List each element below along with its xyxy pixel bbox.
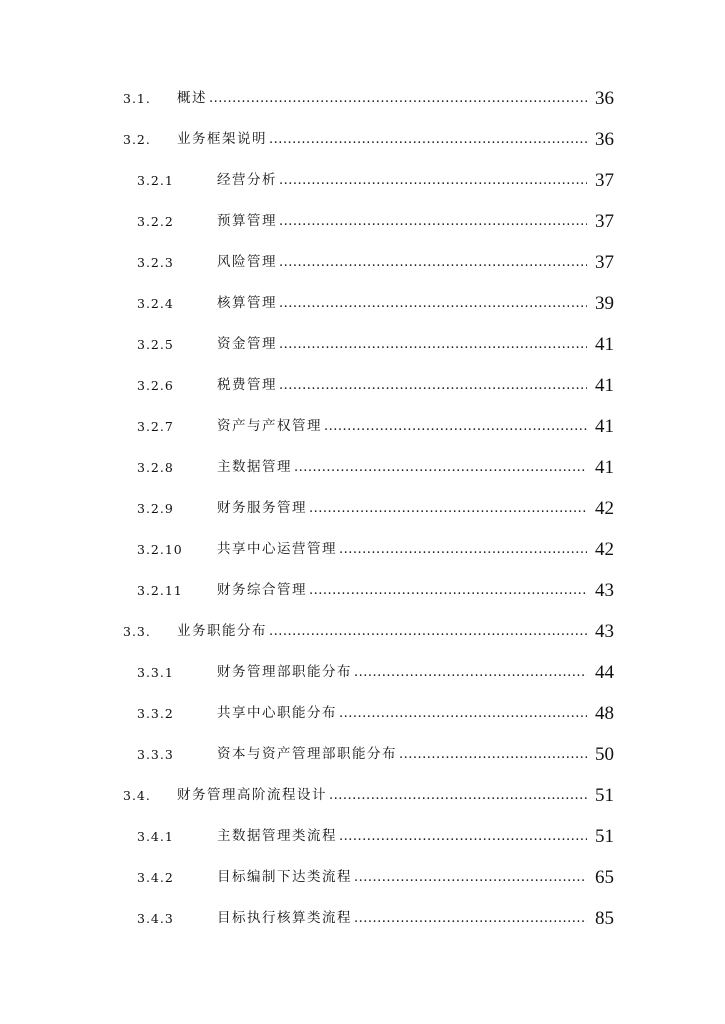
toc-page-number: 51 bbox=[595, 785, 614, 806]
toc-page-number: 50 bbox=[595, 744, 614, 765]
toc-page-number: 65 bbox=[595, 867, 614, 888]
toc-page-number: 41 bbox=[595, 334, 614, 355]
toc-dot-leader bbox=[339, 529, 587, 570]
toc-entry-number: 3.4.2 bbox=[137, 870, 174, 885]
toc-dot-leader bbox=[279, 365, 587, 406]
toc-entry[interactable] bbox=[0, 529, 725, 570]
toc-page-number: 85 bbox=[595, 908, 614, 929]
toc-page-number: 43 bbox=[595, 621, 614, 642]
toc-entry-number: 3.2. bbox=[123, 132, 151, 147]
toc-entry-number: 3.3.3 bbox=[137, 747, 174, 762]
toc-dot-leader bbox=[279, 160, 587, 201]
toc-entry-number: 3.2.11 bbox=[137, 583, 183, 598]
toc-entry-number: 3.1. bbox=[123, 91, 151, 106]
toc-entry-number: 3.2.5 bbox=[137, 337, 174, 352]
toc-page-number: 39 bbox=[595, 293, 614, 314]
toc-page-number: 51 bbox=[595, 826, 614, 847]
toc-entry[interactable] bbox=[0, 283, 725, 324]
toc-page-number: 37 bbox=[595, 252, 614, 273]
toc-entry-number: 3.2.6 bbox=[137, 378, 174, 393]
toc-entry-number: 3.4.1 bbox=[137, 829, 174, 844]
toc-dot-leader bbox=[399, 734, 587, 775]
toc-entry-title: 税费管理 bbox=[217, 377, 277, 393]
toc-entry-number: 3.2.2 bbox=[137, 214, 174, 229]
toc-entry-number: 3.2.10 bbox=[137, 542, 183, 557]
toc-entry-title: 共享中心职能分布 bbox=[217, 705, 337, 721]
toc-entry-title: 主数据管理类流程 bbox=[217, 828, 337, 844]
toc-entry[interactable] bbox=[0, 488, 725, 529]
toc-entry-title: 概述 bbox=[177, 90, 207, 106]
toc-entry-title: 财务服务管理 bbox=[217, 500, 307, 516]
toc-entry-title: 资产与产权管理 bbox=[217, 418, 322, 434]
toc-page-number: 36 bbox=[595, 88, 614, 109]
toc-dot-leader bbox=[309, 570, 587, 611]
toc-dot-leader bbox=[294, 447, 587, 488]
toc-entry-title: 核算管理 bbox=[217, 295, 277, 311]
toc-entry-title: 财务管理部职能分布 bbox=[217, 664, 352, 680]
toc-entry[interactable] bbox=[0, 775, 725, 816]
toc-entry-number: 3.4.3 bbox=[137, 911, 174, 926]
toc-dot-leader bbox=[354, 898, 587, 939]
toc-entry[interactable] bbox=[0, 447, 725, 488]
toc-entry-number: 3.2.9 bbox=[137, 501, 174, 516]
toc-dot-leader bbox=[209, 78, 587, 119]
toc-entry[interactable] bbox=[0, 365, 725, 406]
toc-page-number: 36 bbox=[595, 129, 614, 150]
toc-entry-title: 资金管理 bbox=[217, 336, 277, 352]
toc-entry-number: 3.2.7 bbox=[137, 419, 174, 434]
toc-entry[interactable] bbox=[0, 857, 725, 898]
toc-entry[interactable] bbox=[0, 160, 725, 201]
toc-entry-number: 3.3.2 bbox=[137, 706, 174, 721]
toc-entry-title: 业务职能分布 bbox=[177, 623, 267, 639]
toc-entry[interactable] bbox=[0, 324, 725, 365]
toc-dot-leader bbox=[309, 488, 587, 529]
toc-entry[interactable] bbox=[0, 693, 725, 734]
toc-page-number: 44 bbox=[595, 662, 614, 683]
toc-dot-leader bbox=[279, 242, 587, 283]
toc-entry[interactable] bbox=[0, 734, 725, 775]
toc-entry[interactable] bbox=[0, 898, 725, 939]
toc-entry-number: 3.2.8 bbox=[137, 460, 174, 475]
toc-dot-leader bbox=[279, 283, 587, 324]
toc-dot-leader bbox=[354, 857, 587, 898]
toc-page-number: 37 bbox=[595, 211, 614, 232]
toc-page-number: 42 bbox=[595, 498, 614, 519]
toc-entry-title: 财务管理高阶流程设计 bbox=[177, 787, 327, 803]
toc-entry-title: 业务框架说明 bbox=[177, 131, 267, 147]
toc-entry-title: 资本与资产管理部职能分布 bbox=[217, 746, 397, 762]
toc-entry-title: 目标编制下达类流程 bbox=[217, 869, 352, 885]
toc-page-number: 41 bbox=[595, 375, 614, 396]
toc-entry[interactable] bbox=[0, 816, 725, 857]
toc-entry-number: 3.3. bbox=[123, 624, 151, 639]
toc-page-number: 41 bbox=[595, 457, 614, 478]
toc-entry[interactable] bbox=[0, 611, 725, 652]
toc-dot-leader bbox=[354, 652, 587, 693]
toc-page-number: 37 bbox=[595, 170, 614, 191]
toc-entry-number: 3.2.4 bbox=[137, 296, 174, 311]
toc-entry-number: 3.2.3 bbox=[137, 255, 174, 270]
toc-entry[interactable] bbox=[0, 242, 725, 283]
toc-dot-leader bbox=[269, 611, 587, 652]
toc-entry[interactable] bbox=[0, 78, 725, 119]
toc-entry[interactable] bbox=[0, 406, 725, 447]
toc-dot-leader bbox=[339, 816, 587, 857]
toc-dot-leader bbox=[269, 119, 587, 160]
toc-entry-number: 3.4. bbox=[123, 788, 151, 803]
toc-entry-title: 目标执行核算类流程 bbox=[217, 910, 352, 926]
toc-dot-leader bbox=[339, 693, 587, 734]
toc-dot-leader bbox=[324, 406, 587, 447]
toc-dot-leader bbox=[279, 201, 587, 242]
toc-entry-number: 3.2.1 bbox=[137, 173, 174, 188]
toc-page-number: 43 bbox=[595, 580, 614, 601]
toc-page-number: 42 bbox=[595, 539, 614, 560]
toc-entry-title: 共享中心运营管理 bbox=[217, 541, 337, 557]
toc-entry-title: 财务综合管理 bbox=[217, 582, 307, 598]
toc-entry[interactable] bbox=[0, 652, 725, 693]
toc-dot-leader bbox=[279, 324, 587, 365]
toc-dot-leader bbox=[329, 775, 587, 816]
toc-page-number: 41 bbox=[595, 416, 614, 437]
toc-entry[interactable] bbox=[0, 201, 725, 242]
toc-entry[interactable] bbox=[0, 570, 725, 611]
toc-entry-title: 主数据管理 bbox=[217, 459, 292, 475]
toc-page-number: 48 bbox=[595, 703, 614, 724]
toc-entry-title: 预算管理 bbox=[217, 213, 277, 229]
toc-entry-number: 3.3.1 bbox=[137, 665, 174, 680]
toc-entry-title: 风险管理 bbox=[217, 254, 277, 270]
toc-entry[interactable] bbox=[0, 119, 725, 160]
toc-entry-title: 经营分析 bbox=[217, 172, 277, 188]
